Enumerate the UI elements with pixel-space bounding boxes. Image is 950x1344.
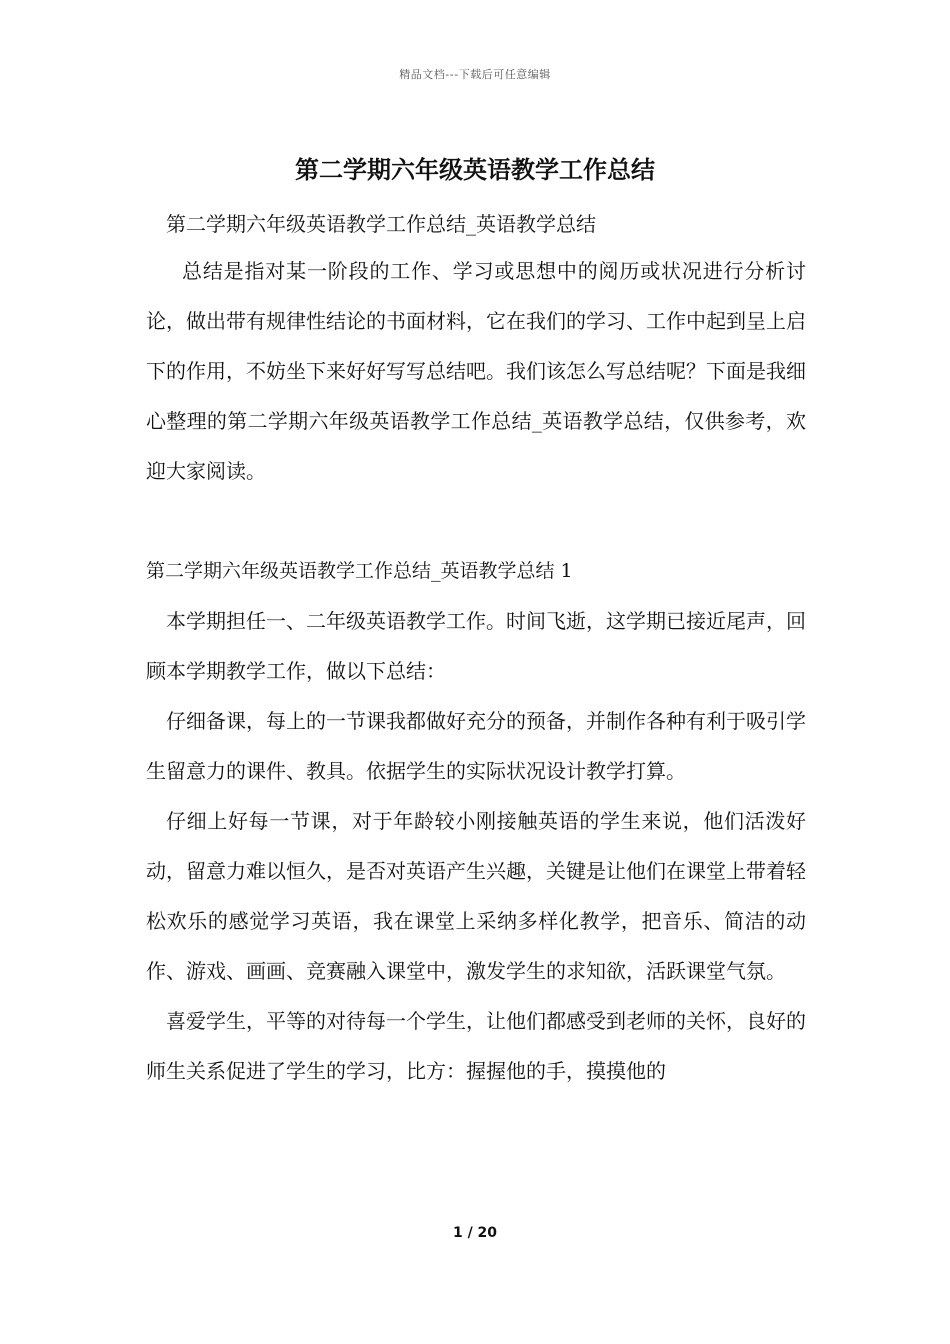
document-body (146, 246, 806, 1096)
body-paragraph: 本学期担任一、二年级英语教学工作。时间飞逝，这学期已接近尾声，回顾本学期教学工作，做以下总结： (146, 609, 806, 683)
header-note: 精品文档---下载后可任意编辑 (399, 68, 551, 81)
body-paragraph: 喜爱学生，平等的对待每一个学生，让他们都感受到老师的关怀，良好的师生关系促进了学生的学习，比方：握握他的手，摸摸他的 (146, 1009, 806, 1083)
intro-paragraph: 总结是指对某一阶段的工作、学习或思想中的阅历或状况进行分析讨论，做出带有规律性结论的书面材料，它在我们的学习、工作中起到呈上启下的作用，不妨坐下来好好写写总结吧。我们该怎么写总结呢？下面是我细心整理的第二学期六年级英语教学工作总结_英语教学总结，仅供参考，欢迎大家阅读。 (146, 259, 806, 483)
body-paragraph: 仔细备课，每上的一节课我都做好充分的预备，并制作各种有利于吸引学生留意力的课件、教具。依据学生的实际状况设计教学打算。 (146, 709, 806, 783)
page-indicator: 1 / 20 (452, 1225, 498, 1241)
body-paragraph: 仔细上好每一节课，对于年龄较小刚接触英语的学生来说，他们活泼好动，留意力难以恒久，是否对英语产生兴趣，关键是让他们在课堂上带着轻松欢乐的感觉学习英语，我在课堂上采纳多样化教学，把音乐、简洁的动作、游戏、画画、竞赛融入课堂中，激发学生的求知欲，活跃课堂气氛。 (146, 809, 806, 983)
section-heading: 第二学期六年级英语教学工作总结_英语教学总结 1 (146, 560, 573, 582)
document-title: 第二学期六年级英语教学工作总结 (295, 155, 655, 184)
document-subtitle: 第二学期六年级英语教学工作总结_英语教学总结 (166, 212, 596, 236)
paragraph-gap (146, 496, 806, 546)
